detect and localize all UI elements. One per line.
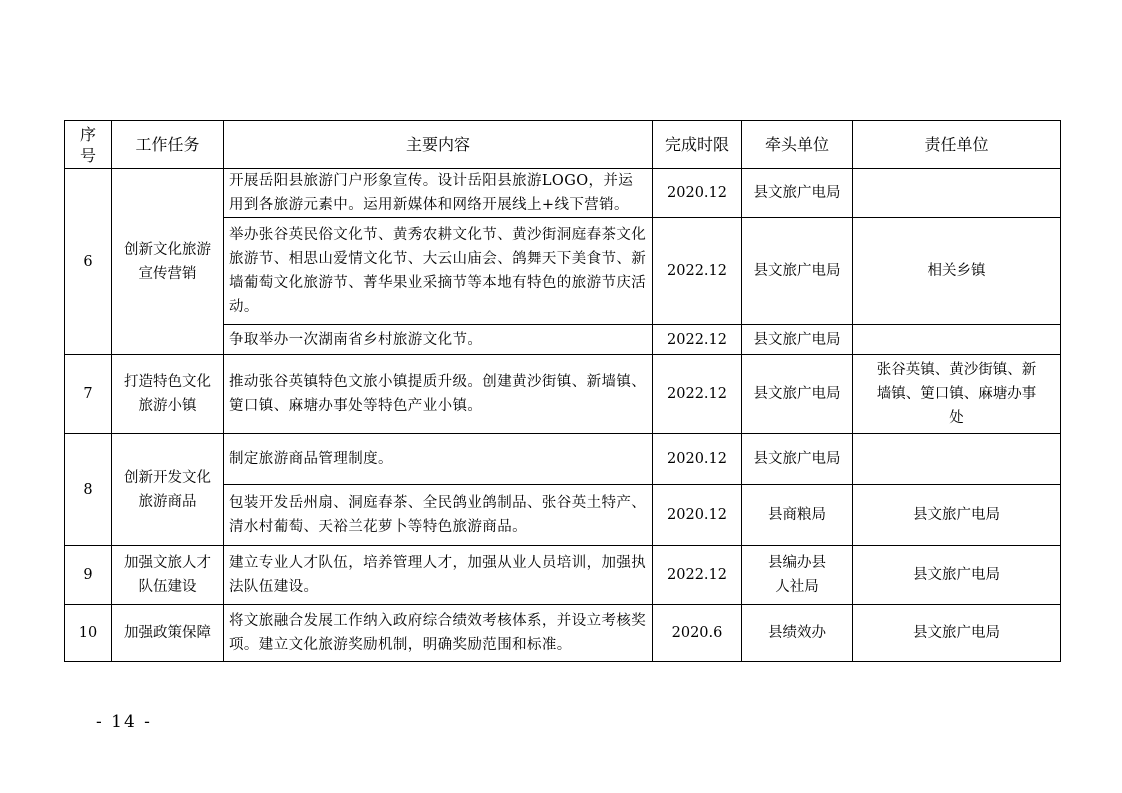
content-cell: 举办张谷英民俗文化节、黄秀农耕文化节、黄沙街洞庭春茶文化旅游节、相思山爱情文化节、大云山庙会、鸽舞天下美食节、新墙葡萄文化旅游节、菁华果业采摘节等本地有特色的旅游节庆活动。	[224, 218, 653, 325]
lead-cell: 县编办县人社局	[742, 546, 853, 605]
header-content: 主要内容	[224, 121, 653, 169]
deadline-cell: 2022.12	[653, 218, 742, 325]
lead-cell: 县文旅广电局	[742, 355, 853, 434]
task-cell: 加强政策保障	[112, 605, 224, 662]
lead-cell: 县文旅广电局	[742, 325, 853, 355]
responsible-cell: 相关乡镇	[853, 218, 1061, 325]
seq-cell: 10	[65, 605, 112, 662]
header-row	[65, 121, 1061, 169]
header-seq: 序号	[65, 121, 112, 169]
table-row	[65, 434, 1061, 485]
lead-cell: 县文旅广电局	[742, 218, 853, 325]
responsible-cell	[853, 325, 1061, 355]
content-cell: 包装开发岳州扇、洞庭春茶、全民鸽业鸽制品、张谷英土特产、清水村葡萄、天裕兰花萝卜等特色旅游商品。	[224, 485, 653, 546]
page-number: - 14 -	[96, 712, 152, 732]
deadline-cell: 2020.6	[653, 605, 742, 662]
content-cell: 将文旅融合发展工作纳入政府综合绩效考核体系，并设立考核奖项。建立文化旅游奖励机制，明确奖励范围和标准。	[224, 605, 653, 662]
responsible-cell: 县文旅广电局	[853, 485, 1061, 546]
task-cell: 创新开发文化旅游商品	[112, 434, 224, 546]
responsible-cell	[853, 169, 1061, 218]
header-responsible: 责任单位	[853, 121, 1061, 169]
header-task: 工作任务	[112, 121, 224, 169]
content-cell: 争取举办一次湖南省乡村旅游文化节。	[224, 325, 653, 355]
deadline-cell: 2022.12	[653, 546, 742, 605]
deadline-cell: 2020.12	[653, 485, 742, 546]
header-deadline: 完成时限	[653, 121, 742, 169]
header-lead: 牵头单位	[742, 121, 853, 169]
table-row	[65, 355, 1061, 434]
lead-cell: 县文旅广电局	[742, 169, 853, 218]
responsible-cell	[853, 434, 1061, 485]
task-cell: 创新文化旅游宣传营销	[112, 169, 224, 355]
content-cell: 开展岳阳县旅游门户形象宣传。设计岳阳县旅游LOGO，并运用到各旅游元素中。运用新媒体和网络开展线上+线下营销。	[224, 169, 653, 218]
lead-cell: 县绩效办	[742, 605, 853, 662]
content-cell: 推动张谷英镇特色文旅小镇提质升级。创建黄沙街镇、新墙镇、筻口镇、麻塘办事处等特色产业小镇。	[224, 355, 653, 434]
table-row	[65, 169, 1061, 218]
seq-cell: 6	[65, 169, 112, 355]
seq-cell: 8	[65, 434, 112, 546]
task-table	[64, 120, 1061, 662]
content-cell: 建立专业人才队伍，培养管理人才，加强从业人员培训，加强执法队伍建设。	[224, 546, 653, 605]
responsible-cell: 张谷英镇、黄沙街镇、新墙镇、筻口镇、麻塘办事处	[853, 355, 1061, 434]
seq-cell: 9	[65, 546, 112, 605]
deadline-cell: 2022.12	[653, 325, 742, 355]
task-cell: 加强文旅人才队伍建设	[112, 546, 224, 605]
task-cell: 打造特色文化旅游小镇	[112, 355, 224, 434]
lead-cell: 县商粮局	[742, 485, 853, 546]
deadline-cell: 2020.12	[653, 169, 742, 218]
table-row	[65, 546, 1061, 605]
deadline-cell: 2020.12	[653, 434, 742, 485]
responsible-cell: 县文旅广电局	[853, 546, 1061, 605]
responsible-cell: 县文旅广电局	[853, 605, 1061, 662]
content-cell: 制定旅游商品管理制度。	[224, 434, 653, 485]
seq-cell: 7	[65, 355, 112, 434]
lead-cell: 县文旅广电局	[742, 434, 853, 485]
deadline-cell: 2022.12	[653, 355, 742, 434]
table-row	[65, 605, 1061, 662]
